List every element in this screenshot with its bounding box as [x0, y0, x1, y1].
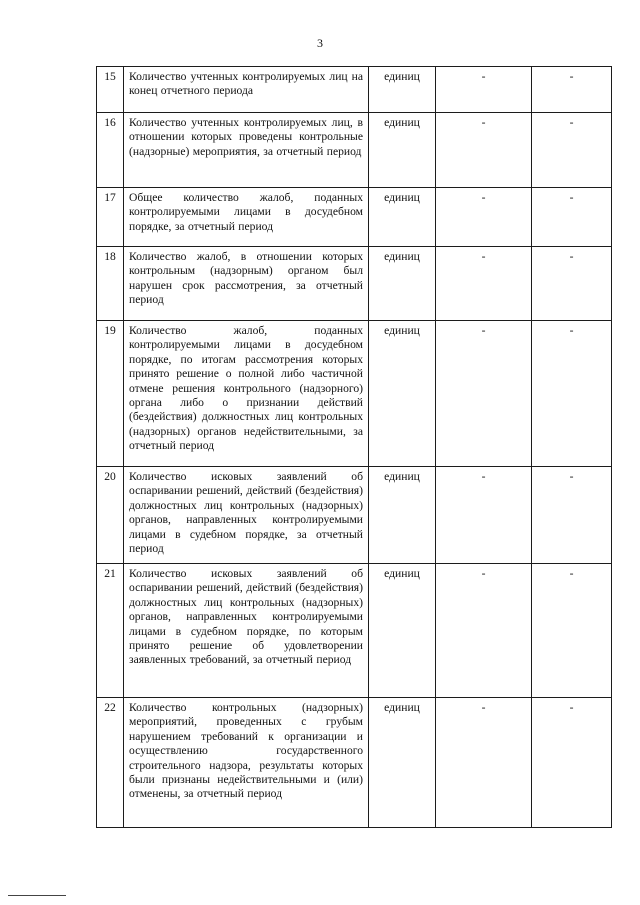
unit-cell: единиц — [369, 698, 436, 828]
indicator-description: Количество контрольных (надзорных) мероприятий, проведенных с грубым нарушением требований к организации и осуществлению государственного строительного надзора, результаты которых были признаны недействительными и (или) отменены, за отчетный период — [124, 698, 369, 828]
value-cell: - — [532, 698, 612, 828]
value-cell: - — [532, 113, 612, 188]
table-row — [97, 564, 612, 698]
value-cell: - — [436, 67, 532, 113]
unit-cell: единиц — [369, 188, 436, 247]
indicator-description: Количество учтенных контролируемых лиц на конец отчетного периода — [124, 67, 369, 113]
value-cell: - — [532, 321, 612, 467]
indicators-table — [96, 66, 612, 828]
indicator-description: Общее количество жалоб, поданных контролируемыми лицами в досудебном порядке, за отчетный период — [124, 188, 369, 247]
unit-cell: единиц — [369, 67, 436, 113]
value-cell: - — [532, 67, 612, 113]
row-number: 19 — [97, 321, 124, 467]
table-row — [97, 67, 612, 113]
indicator-description: Количество учтенных контролируемых лиц, в отношении которых проведены контрольные (надзорные) мероприятия, за отчетный период — [124, 113, 369, 188]
table-row — [97, 188, 612, 247]
value-cell: - — [436, 564, 532, 698]
table-row — [97, 113, 612, 188]
row-number: 21 — [97, 564, 124, 698]
unit-cell: единиц — [369, 113, 436, 188]
value-cell: - — [436, 247, 532, 321]
unit-cell: единиц — [369, 564, 436, 698]
value-cell: - — [436, 188, 532, 247]
row-number: 17 — [97, 188, 124, 247]
table-row — [97, 321, 612, 467]
value-cell: - — [436, 113, 532, 188]
row-number: 22 — [97, 698, 124, 828]
row-number: 18 — [97, 247, 124, 321]
row-number: 15 — [97, 67, 124, 113]
unit-cell: единиц — [369, 321, 436, 467]
row-number: 20 — [97, 467, 124, 564]
value-cell: - — [532, 247, 612, 321]
value-cell: - — [532, 467, 612, 564]
unit-cell: единиц — [369, 467, 436, 564]
page-number: 3 — [317, 36, 323, 50]
indicator-description: Количество исковых заявлений об оспаривании решений, действий (бездействия) должностных лиц контрольных (надзорных) органов, направленных контролируемыми лицами в судебном порядке, по которым принято решение об удовлетворении заявленных требований, за отчетный период — [124, 564, 369, 698]
table-row — [97, 247, 612, 321]
footnote-separator — [8, 895, 66, 896]
indicator-description: Количество жалоб, в отношении которых контрольным (надзорным) органом был нарушен срок рассмотрения, за отчетный период — [124, 247, 369, 321]
value-cell: - — [436, 321, 532, 467]
table-row — [97, 467, 612, 564]
value-cell: - — [436, 467, 532, 564]
row-number: 16 — [97, 113, 124, 188]
value-cell: - — [532, 564, 612, 698]
value-cell: - — [532, 188, 612, 247]
value-cell: - — [436, 698, 532, 828]
indicator-description: Количество исковых заявлений об оспаривании решений, действий (бездействия) должностных лиц контрольных (надзорных) органов, направленных контролируемыми лицами в судебном порядке, за отчетный период — [124, 467, 369, 564]
unit-cell: единиц — [369, 247, 436, 321]
indicator-description: Количество жалоб, поданных контролируемыми лицами в досудебном порядке, по итогам рассмотрения которых принято решение о полной либо частичной отмене решения контрольного (надзорного) органа либо о признании действий (бездействия) должностных лиц контрольных (надзорных) органов недействительными, за отчетный период — [124, 321, 369, 467]
table-row — [97, 698, 612, 828]
